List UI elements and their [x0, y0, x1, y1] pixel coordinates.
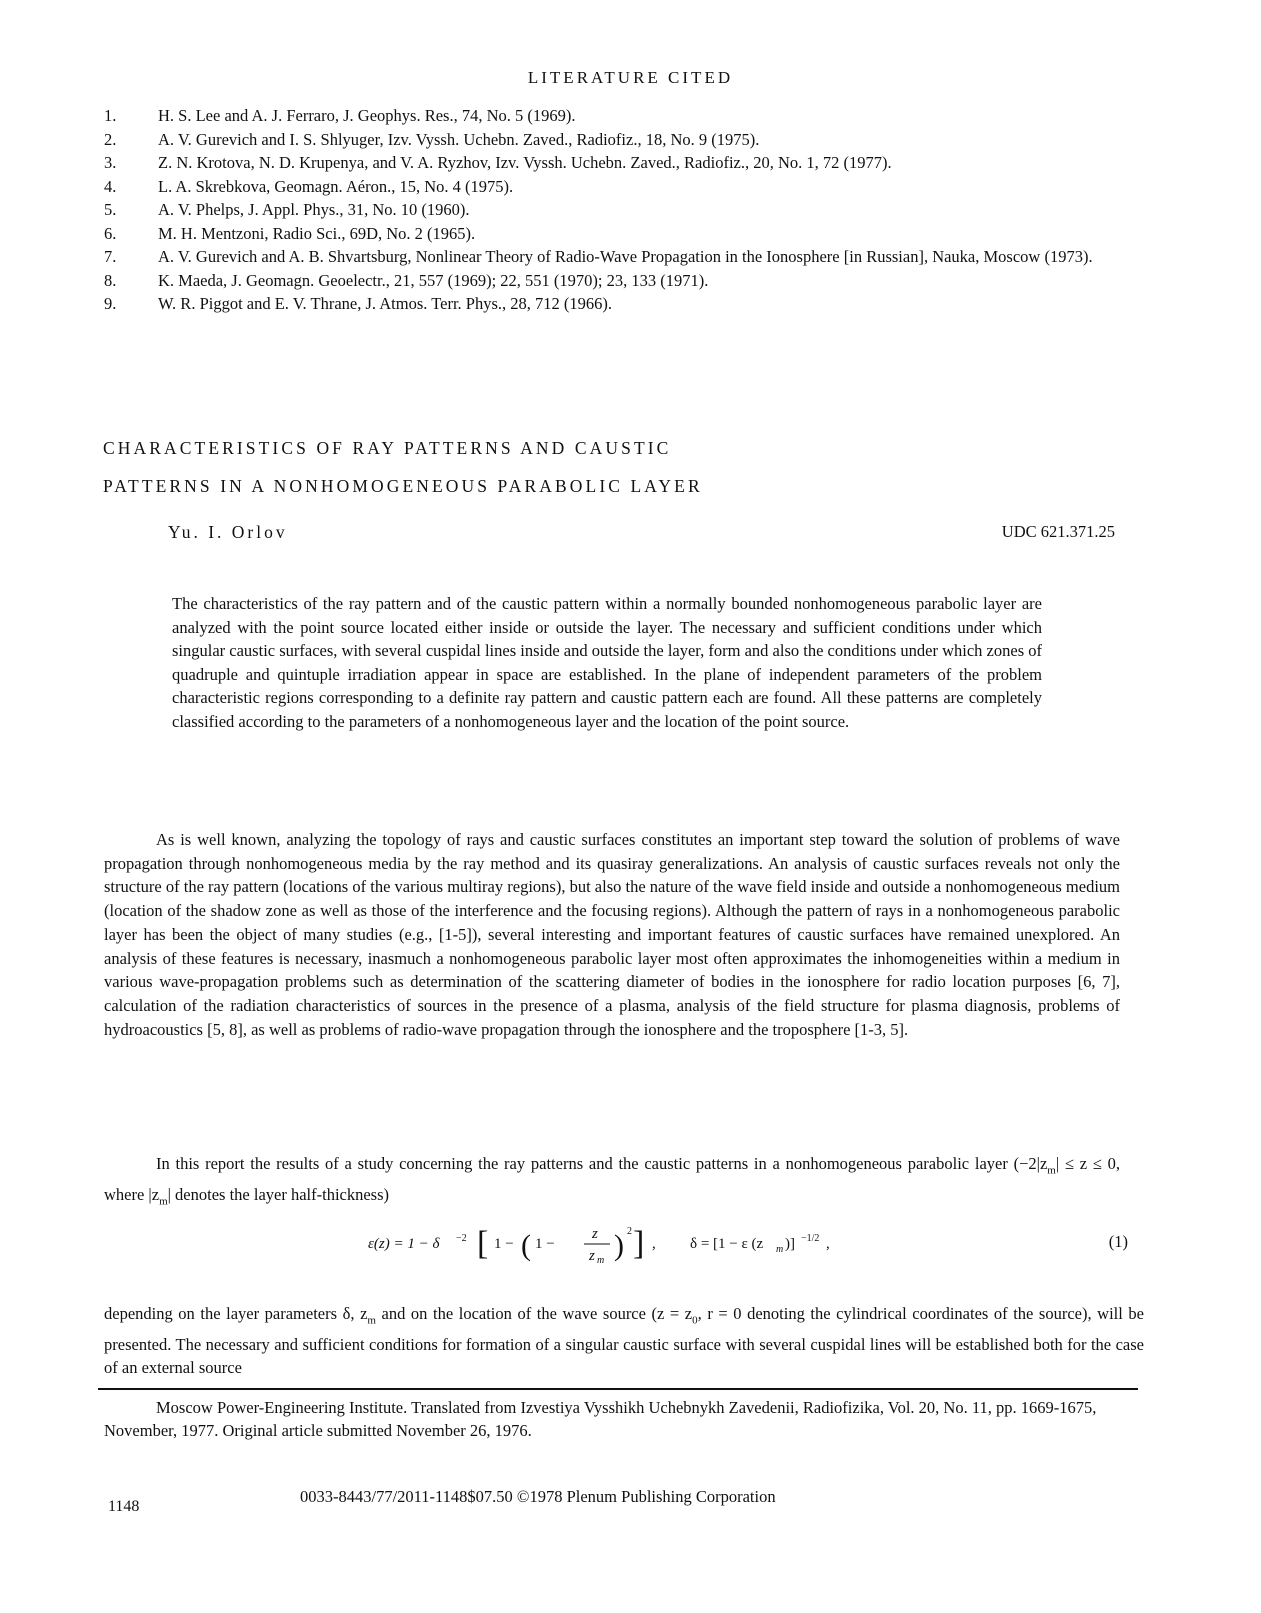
svg-text:ε(z) = 1 − δ: ε(z) = 1 − δ — [368, 1236, 440, 1252]
article-title-line-2: PATTERNS IN A NONHOMOGENEOUS PARABOLIC LAYER — [103, 476, 703, 496]
reference-text: L. A. Skrebkova, Geomagn. Aéron., 15, No. 4 (1975). — [158, 176, 514, 196]
paragraph3-part-b: and on the location of the wave source (z = z — [375, 1304, 693, 1323]
footnote: Moscow Power-Engineering Institute. Translated from Izvestiya Vysshikh Uchebnykh Zavedenii, Radiofizika, Vol. 20, No. 11, pp. 1669-1675, November, 1977. Original article submitted November 26, 1976. — [104, 1398, 1097, 1440]
article-title-line-1: CHARACTERISTICS OF RAY PATTERNS AND CAUSTIC — [103, 438, 672, 458]
svg-text:m: m — [597, 1255, 605, 1266]
reference-text: H. S. Lee and A. J. Ferraro, J. Geophys. Res., 74, No. 5 (1969). — [158, 106, 576, 125]
reference-number: 4. — [104, 176, 117, 196]
svg-text:z: z — [589, 1248, 595, 1264]
svg-text:,: , — [652, 1236, 656, 1252]
reference-item — [104, 151, 1134, 175]
svg-text:)]: )] — [785, 1236, 795, 1252]
author: Yu. I. Orlov — [168, 522, 288, 542]
reference-text: W. R. Piggot and E. V. Thrane, J. Atmos. Terr. Phys., 28, 712 (1966). — [158, 294, 612, 313]
svg-text:δ = [1 − ε (z: δ = [1 − ε (z — [690, 1236, 764, 1252]
reference-item — [104, 269, 1134, 293]
svg-text:−2: −2 — [456, 1233, 467, 1244]
reference-item — [104, 198, 1134, 222]
reference-number: 6. — [104, 223, 117, 243]
paragraph3-part-c: , r = 0 denoting the cylindrical coordinates of the source), will be presented. The necessary and sufficient conditions for formation of a singular caustic surface with several cuspidal lines will be established both for the case of an external source — [104, 1304, 1144, 1377]
svg-text:1 −: 1 − — [494, 1236, 514, 1252]
reference-number: 2. — [104, 129, 117, 149]
subscript-m: m — [367, 1314, 376, 1327]
subscript-m: m — [1047, 1164, 1056, 1177]
reference-text: A. V. Gurevich and A. B. Shvartsburg, Nonlinear Theory of Radio-Wave Propagation in the Ionosphere [in Russian], Nauka, Moscow (1973). — [158, 247, 1093, 266]
equation-number: (1) — [1108, 1232, 1128, 1251]
udc-code: UDC 621.371.25 — [1001, 522, 1115, 541]
body-paragraph-2 — [104, 1152, 1120, 1214]
paragraph3-part-a: depending on the layer parameters δ, z — [104, 1304, 368, 1323]
reference-number: 7. — [104, 247, 117, 266]
reference-item — [104, 175, 1134, 199]
reference-number: 5. — [104, 200, 117, 219]
reference-text: A. V. Gurevich and I. S. Shlyuger, Izv. Vyssh. Uchebn. Zaved., Radiofiz., 18, No. 9 (1975). — [158, 129, 760, 149]
reference-item — [104, 245, 1134, 269]
reference-text: A. V. Phelps, J. Appl. Phys., 31, No. 10 (1960). — [158, 200, 470, 219]
reference-number: 9. — [104, 294, 117, 313]
reference-item — [104, 104, 1134, 128]
paragraph2-part-a: In this report the results of a study concerning the ray patterns and the caustic patterns in a nonhomogeneous parabolic layer (−2|z — [156, 1154, 1048, 1173]
paragraph2-part-c: | denotes the layer half-thickness) — [167, 1184, 390, 1204]
reference-item — [104, 292, 1134, 316]
svg-text:−1/2: −1/2 — [801, 1233, 820, 1244]
svg-text:(: ( — [521, 1229, 531, 1262]
paragraph2-part-b: | ≤ z ≤ 0, where |z — [104, 1154, 1120, 1204]
footnote-rule — [98, 1388, 1138, 1390]
page-number: 1148 — [108, 1498, 140, 1515]
svg-text:,: , — [826, 1236, 830, 1252]
reference-item — [104, 128, 1134, 152]
abstract: The characteristics of the ray pattern and of the caustic pattern within a normally bounded nonhomogeneous parabolic layer are analyzed with the point source located either inside or outside the layer. The necessary and sufficient conditions under which singular caustic surfaces, with several cuspidal lines inside and outside the layer, form and also the conditions under which zones of quadruple and quintuple irradiation appear in space are established. In the plane of independent parameters of the problem characteristic regions corresponding to a definite ray pattern and caustic pattern each are found. All these patterns are completely classified according to the parameters of a nonhomogeneous layer and the location of the point source. — [172, 594, 1042, 731]
subscript-zero: 0 — [692, 1314, 698, 1327]
svg-text:2: 2 — [627, 1226, 632, 1237]
reference-text: K. Maeda, J. Geomagn. Geoelectr., 21, 557 (1969); 22, 551 (1970); 23, 133 (1971). — [158, 270, 709, 290]
reference-text: M. H. Mentzoni, Radio Sci., 69D, No. 2 (1965). — [158, 223, 476, 243]
svg-text:m: m — [776, 1244, 784, 1255]
svg-text:1 −: 1 − — [535, 1236, 555, 1252]
svg-text:]: ] — [633, 1225, 645, 1262]
reference-number: 1. — [104, 106, 117, 125]
reference-number: 8. — [104, 270, 117, 290]
reference-item — [104, 222, 1134, 246]
reference-number: 3. — [104, 153, 117, 172]
svg-text:z: z — [592, 1226, 598, 1242]
copyright-line: 0033-8443/77/2011-1148$07.50 ©1978 Plenum Publishing Corporation — [300, 1487, 776, 1506]
reference-text: Z. N. Krotova, N. D. Krupenya, and V. A. Ryzhov, Izv. Vyssh. Uchebn. Zaved., Radiofiz., 20, No. 1, 72 (1977). — [158, 153, 892, 172]
equation-1 — [0, 1218, 1261, 1278]
body-paragraph-3 — [104, 1302, 1144, 1379]
reference-list — [104, 104, 1134, 316]
subscript-m: m — [159, 1195, 168, 1208]
literature-cited-heading: LITERATURE CITED — [527, 68, 734, 87]
svg-text:): ) — [614, 1229, 624, 1262]
body-paragraph-1: As is well known, analyzing the topology of rays and caustic surfaces constitutes an important step toward the solution of problems of wave propagation through nonhomogeneous media by the ray method and its quasiray generalizations. An analysis of caustic surfaces reveals not only the structure of the ray pattern (locations of the various multiray regions), but also the nature of the wave field inside and outside a nonhomogeneous medium (location of the shadow zone as well as those of the interference and the focusing regions). Although the pattern of rays in a nonhomogeneous parabolic layer has been the object of many studies (e.g., [1-5]), several interesting and important features of caustic surfaces have remained unexplored. An analysis of these features is necessary, inasmuch a nonhomogeneous parabolic layer most often approximates the inhomogeneities within a medium in various wave-propagation problems such as determination of the scattering diameter of bodies in the ionosphere for radio location purposes [6, 7], calculation of the radiation characteristics of sources in the presence of a plasma, analysis of the field structure for plasma diagnosis, problems of hydroacoustics [5, 8], as well as problems of radio-wave propagation through the ionosphere and the troposphere [1-3, 5]. — [104, 830, 1120, 1039]
svg-text:[: [ — [477, 1225, 489, 1262]
